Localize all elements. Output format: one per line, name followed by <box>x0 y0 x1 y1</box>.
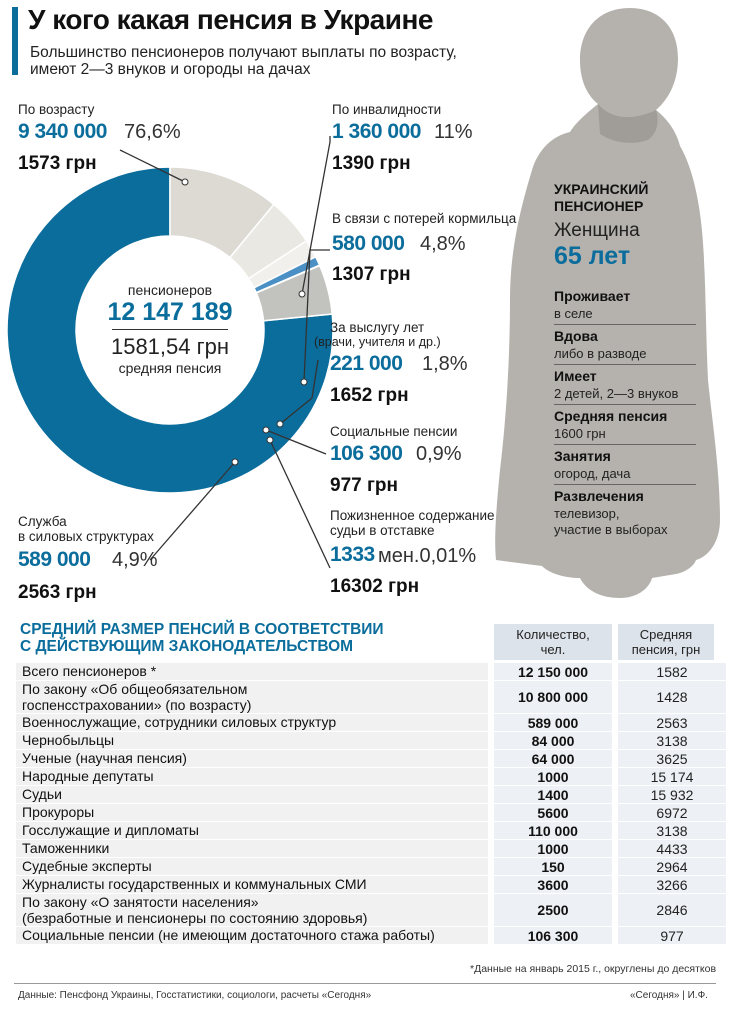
leader-dot-age <box>182 179 188 185</box>
page-subtitle: Большинство пенсионеров получают выплаты по возрасту, имеют 2—3 внуков и огороды на дачах <box>30 44 457 78</box>
slice-pension-social: 977 грн <box>330 475 398 496</box>
leader-dot-service <box>277 421 283 427</box>
table-row <box>16 876 712 893</box>
slice-pct-military: 4,9% <box>112 549 158 571</box>
center-label-bottom: средняя пенсия <box>118 360 222 376</box>
profile-divider <box>554 484 696 485</box>
row-pension: 977 <box>660 927 684 944</box>
table-row <box>16 681 712 713</box>
row-pension: 2964 <box>656 858 688 875</box>
slice-pct-judges: мен.0,01% <box>378 545 477 567</box>
profile-gender: Женщина <box>554 220 640 241</box>
row-pension: 1582 <box>656 663 688 680</box>
profile-divider <box>554 324 696 325</box>
slice-pct-disability: 11% <box>434 121 473 143</box>
header-line: Количество, <box>516 627 590 642</box>
slice-label-service: За выслугу лет <box>330 320 425 335</box>
row-name-line: Прокуроры <box>22 804 95 820</box>
table-row <box>16 894 712 926</box>
slice-count-service: 221 000 <box>330 352 403 375</box>
row-pension: 15 174 <box>650 768 694 785</box>
row-bg <box>16 786 488 803</box>
footer-divider <box>14 983 716 984</box>
row-name <box>22 714 336 730</box>
row-name-line: По закону «О занятости населения» <box>22 894 259 910</box>
row-count: 84 000 <box>531 732 575 749</box>
center-total: 12 147 189 <box>107 298 233 326</box>
table-row <box>16 732 712 749</box>
profile-heading-1: УКРАИНСКИЙ <box>554 181 649 197</box>
slice-label-disability: По инвалидности <box>332 102 442 117</box>
profile-item-title: Вдова <box>554 328 598 344</box>
row-name-line: Судебные эксперты <box>22 858 152 874</box>
row-name <box>22 681 251 713</box>
slice-count-social: 106 300 <box>330 442 403 465</box>
center-label-top: пенсионеров <box>127 282 213 298</box>
row-pension: 15 932 <box>650 786 694 803</box>
row-count: 2500 <box>537 902 569 918</box>
row-name-line: По закону «Об общеобязательном <box>22 681 248 697</box>
slice-pct-age: 76,6% <box>124 121 181 143</box>
profile-divider <box>554 404 696 405</box>
row-count: 10 800 000 <box>517 689 589 705</box>
row-name <box>22 840 109 856</box>
profile-item-text: либо в разводе <box>554 346 647 361</box>
table-row <box>16 786 712 803</box>
slice-sublabel-judges: судьи в отставке <box>330 523 435 538</box>
profile-age: 65 лет <box>554 242 631 270</box>
row-pension: 3266 <box>656 876 688 893</box>
leader-dot-breadwinner <box>301 379 307 385</box>
table-row <box>16 714 712 731</box>
table-title <box>20 621 470 655</box>
slice-pct-social: 0,9% <box>416 443 462 465</box>
row-name <box>22 894 367 926</box>
row-pension: 3138 <box>656 822 688 839</box>
profile-item-title: Имеет <box>554 368 597 384</box>
profile-item-text: 1600 грн <box>554 426 606 441</box>
table-row <box>16 858 712 875</box>
row-pension: 3625 <box>656 750 688 767</box>
row-name-line: Народные депутаты <box>22 768 154 784</box>
row-name <box>22 876 367 892</box>
slice-pension-judges: 16302 грн <box>330 576 420 597</box>
table-title-line: С ДЕЙСТВУЮЩИМ ЗАКОНОДАТЕЛЬСТВОМ <box>20 638 354 655</box>
profile-heading-2: ПЕНСИОНЕР <box>554 198 644 214</box>
row-name <box>22 927 435 943</box>
slice-sublabel-service: (врачи, учителя и др.) <box>314 335 441 349</box>
slice-label-breadwinner: В связи с потерей кормильца <box>332 211 517 226</box>
row-pension: 1428 <box>656 689 688 705</box>
source-note: Данные: Пенсфонд Украины, Госстатистики, социологи, расчеты «Сегодня» <box>18 990 372 1001</box>
table-footnote: *Данные на январь 2015 г., округлены до десятков <box>470 963 717 975</box>
table-row <box>16 927 712 944</box>
slice-count-judges: 1333 <box>330 543 375 566</box>
row-count: 150 <box>541 858 565 875</box>
profile-item-text: огород, дача <box>554 466 631 481</box>
profile-item-text: участие в выборах <box>554 522 668 537</box>
page-title: У кого какая пенсия в Украине <box>28 4 433 35</box>
row-name-line: Судьи <box>22 786 62 802</box>
leader-line-judges <box>270 440 330 568</box>
row-pension: 2563 <box>656 714 688 731</box>
row-name <box>22 732 114 748</box>
slice-label-age: По возрасту <box>18 102 95 117</box>
row-name <box>22 804 94 820</box>
row-name-line: Военнослужащие, сотрудники силовых структур <box>22 714 337 730</box>
slice-count-military: 589 000 <box>18 548 91 571</box>
slice-label-military: Служба <box>18 514 67 529</box>
row-pension: 6972 <box>656 804 688 821</box>
row-pension: 4433 <box>656 840 688 857</box>
row-count: 12 150 000 <box>517 663 589 680</box>
row-count: 64 000 <box>531 750 575 767</box>
row-count: 1000 <box>537 768 569 785</box>
row-name-line: госпенсстраховании» (по возрасту) <box>22 697 252 713</box>
table-row <box>16 750 712 767</box>
header-line: Средняя <box>639 627 693 642</box>
row-count: 110 000 <box>528 822 578 839</box>
row-name <box>22 822 199 838</box>
slice-pension-age: 1573 грн <box>18 153 97 174</box>
profile-item-text: 2 детей, 2—3 внуков <box>554 386 679 401</box>
row-count: 589 000 <box>527 714 579 731</box>
slice-label-social: Социальные пенсии <box>330 424 458 439</box>
slice-pension-disability: 1390 грн <box>332 153 411 174</box>
row-name-line: Социальные пенсии (не имеющим достаточного стажа работы) <box>22 927 435 943</box>
slice-count-age: 9 340 000 <box>18 120 107 143</box>
slice-sublabel-military: в силовых структурах <box>18 529 154 544</box>
slice-label-judges: Пожизненное содержание <box>330 508 495 523</box>
row-count: 1000 <box>537 840 569 857</box>
profile-item-title: Средняя пенсия <box>554 408 668 424</box>
leader-dot-disability <box>299 291 305 297</box>
row-name <box>22 786 62 802</box>
center-average: 1581,54 грн <box>110 334 230 359</box>
row-pension: 2846 <box>656 902 688 918</box>
row-name-line: Ученые (научная пенсия) <box>22 750 187 766</box>
slice-pct-service: 1,8% <box>422 353 468 375</box>
profile-item-text: в селе <box>554 306 593 321</box>
row-name-line: Журналисты государственных и коммунальных СМИ <box>22 876 367 892</box>
profile-item-title: Проживает <box>554 288 631 304</box>
row-name-line: Всего пенсионеров * <box>22 663 157 679</box>
row-name <box>22 663 156 679</box>
slice-pct-breadwinner: 4,8% <box>420 233 466 255</box>
profile-item-title: Занятия <box>554 448 611 464</box>
row-name-line: (безработные и пенсионеры по состоянию здоровья) <box>22 910 368 926</box>
leader-dot-social <box>263 427 269 433</box>
slice-count-disability: 1 360 000 <box>332 120 421 143</box>
row-name-line: Чернобыльцы <box>22 732 115 748</box>
center-divider <box>112 329 228 330</box>
leader-dot-military <box>232 459 238 465</box>
row-count: 1400 <box>537 786 569 803</box>
profile-divider <box>554 364 696 365</box>
table-row <box>16 663 712 680</box>
row-name <box>22 768 154 784</box>
row-count: 106 300 <box>527 927 579 944</box>
table-row <box>16 768 712 785</box>
slice-pension-breadwinner: 1307 грн <box>332 264 411 285</box>
table-header-pension <box>618 627 714 657</box>
table-row <box>16 822 712 839</box>
row-name-line: Таможенники <box>22 840 110 856</box>
slice-count-breadwinner: 580 000 <box>332 232 405 255</box>
table-row <box>16 840 712 857</box>
header-line: пенсия, грн <box>631 642 701 657</box>
table-title-line: СРЕДНИЙ РАЗМЕР ПЕНСИЙ В СООТВЕТСТВИИ <box>20 621 384 638</box>
leader-dot-judges <box>267 437 273 443</box>
row-pension: 3138 <box>656 732 688 749</box>
slice-pension-service: 1652 грн <box>330 385 409 406</box>
row-count: 3600 <box>537 876 569 893</box>
table-header-count <box>494 627 612 657</box>
row-count: 5600 <box>537 804 569 821</box>
profile-item-title: Развлечения <box>554 488 644 504</box>
table-row <box>16 804 712 821</box>
row-name-line: Госслужащие и дипломаты <box>22 822 199 838</box>
profile-item-text: телевизор, <box>554 506 620 521</box>
row-name <box>22 858 152 874</box>
header-line: чел. <box>540 642 566 657</box>
row-name <box>22 750 187 766</box>
profile-divider <box>554 444 696 445</box>
credit-note: «Сегодня» | И.Ф. <box>630 990 708 1001</box>
slice-pension-military: 2563 грн <box>18 582 97 603</box>
